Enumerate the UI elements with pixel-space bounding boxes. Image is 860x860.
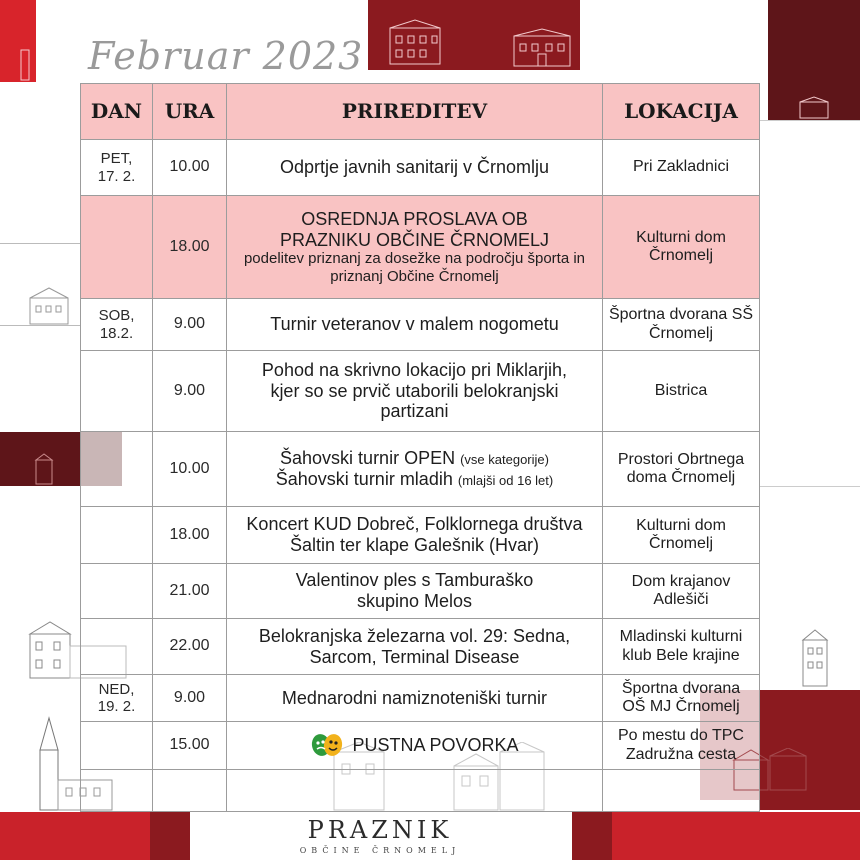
building-icon (18, 46, 32, 82)
table-row (81, 432, 760, 507)
location-cell: Športna dvorana SŠ Črnomelj (603, 299, 760, 351)
event-title: Šahovski turnir OPEN (280, 448, 456, 469)
day-cell (81, 351, 153, 432)
table-row (81, 507, 760, 564)
event-cell: Odprtje javnih sanitarij v Črnomlju (227, 140, 603, 196)
empty-cell (227, 770, 603, 812)
building-icon (800, 628, 830, 688)
table-row (81, 299, 760, 351)
location-cell: Kulturni dom Črnomelj (603, 196, 760, 299)
day-cell: PET, 17. 2. (81, 140, 153, 196)
event-cell: Belokranjska železarna vol. 29: Sedna, Sarcom, Terminal Disease (227, 619, 603, 675)
header-ura: URA (153, 84, 227, 140)
event-cell: Pohod na skrivno lokacijo pri Miklarjih, kjer so se prvič utaborili belokranjski partizani (227, 351, 603, 432)
theatre-masks-icon (310, 732, 344, 760)
location-cell: Kulturni dom Črnomelj (603, 507, 760, 564)
header-prireditev: PRIREDITEV (227, 84, 603, 140)
time-cell: 18.00 (153, 507, 227, 564)
time-cell: 22.00 (153, 619, 227, 675)
divider-line (760, 120, 860, 121)
time-cell: 9.00 (153, 351, 227, 432)
empty-cell (603, 770, 760, 812)
location-cell: Športna dvorana OŠ MJ Črnomelj (603, 675, 760, 722)
day-cell: SOB, 18.2. (81, 299, 153, 351)
day-cell (81, 196, 153, 299)
time-cell: 21.00 (153, 564, 227, 619)
page-title: Februar 2023 (88, 34, 364, 78)
empty-cell (153, 770, 227, 812)
building-icon (34, 452, 54, 486)
event-title: PUSTNA POVORKA (352, 734, 519, 755)
day-cell (81, 619, 153, 675)
building-icon (798, 96, 830, 120)
table-header-row (81, 84, 760, 140)
building-icon (512, 28, 572, 68)
time-cell: 9.00 (153, 675, 227, 722)
time-cell: 9.00 (153, 299, 227, 351)
day-cell (81, 722, 153, 770)
event-cell (227, 722, 603, 770)
divider-line (0, 243, 80, 244)
time-cell: 10.00 (153, 140, 227, 196)
table-row (81, 564, 760, 619)
event-cell (227, 432, 603, 507)
table-row (81, 675, 760, 722)
event-cell: Koncert KUD Dobreč, Folklornega društva Šaltin ter klape Galešnik (Hvar) (227, 507, 603, 564)
day-cell (81, 507, 153, 564)
header-lokacija: LOKACIJA (603, 84, 760, 140)
red-block-bottom-right (572, 812, 860, 860)
schedule-table (80, 83, 760, 812)
logo-name: PRAZNIK (307, 816, 453, 844)
time-cell: 18.00 (153, 196, 227, 299)
event-title: OSREDNJA PROSLAVA OB PRAZNIKU OBČINE ČRNOMELJ (279, 209, 550, 250)
table-row (81, 140, 760, 196)
building-icon (388, 18, 442, 66)
divider-line (760, 486, 860, 487)
praznik-logo (190, 812, 570, 860)
table-row (81, 722, 760, 770)
building-icon (28, 286, 70, 326)
event-subtitle: podelitev priznanj za dosežke na področju športa in priznanj Občine Črnomelj (243, 250, 586, 285)
time-cell: 10.00 (153, 432, 227, 507)
table-row (81, 196, 760, 299)
day-cell: NED, 19. 2. (81, 675, 153, 722)
location-cell: Po mestu do TPC Zadružna cesta (603, 722, 760, 770)
table-row (81, 619, 760, 675)
table-row-empty (81, 770, 760, 812)
maroon-strip-bottom-right (572, 812, 612, 860)
header-dan: DAN (81, 84, 153, 140)
location-cell: Dom krajanov Adlešiči (603, 564, 760, 619)
event-cell: Mednarodni namiznoteniški turnir (227, 675, 603, 722)
event-title: Šahovski turnir mladih (275, 469, 453, 489)
location-cell: Bistrica (603, 351, 760, 432)
time-cell: 15.00 (153, 722, 227, 770)
empty-cell (81, 770, 153, 812)
event-cell: Valentinov ples s Tamburaško skupino Melos (227, 564, 603, 619)
day-cell (81, 432, 153, 507)
location-cell: Mladinski kulturni klub Bele krajine (603, 619, 760, 675)
maroon-strip-bottom-left (150, 812, 190, 860)
event-note: (vse kategorije) (460, 452, 549, 468)
location-cell: Prostori Obrtnega doma Črnomelj (603, 432, 760, 507)
event-note: (mlajši od 16 let) (457, 473, 554, 488)
event-cell: Turnir veteranov v malem nogometu (227, 299, 603, 351)
logo-subtitle: OBČINE ČRNOMELJ (299, 846, 461, 855)
event-cell (227, 196, 603, 299)
table-row (81, 351, 760, 432)
location-cell: Pri Zakladnici (603, 140, 760, 196)
day-cell (81, 564, 153, 619)
divider-line (0, 325, 80, 326)
